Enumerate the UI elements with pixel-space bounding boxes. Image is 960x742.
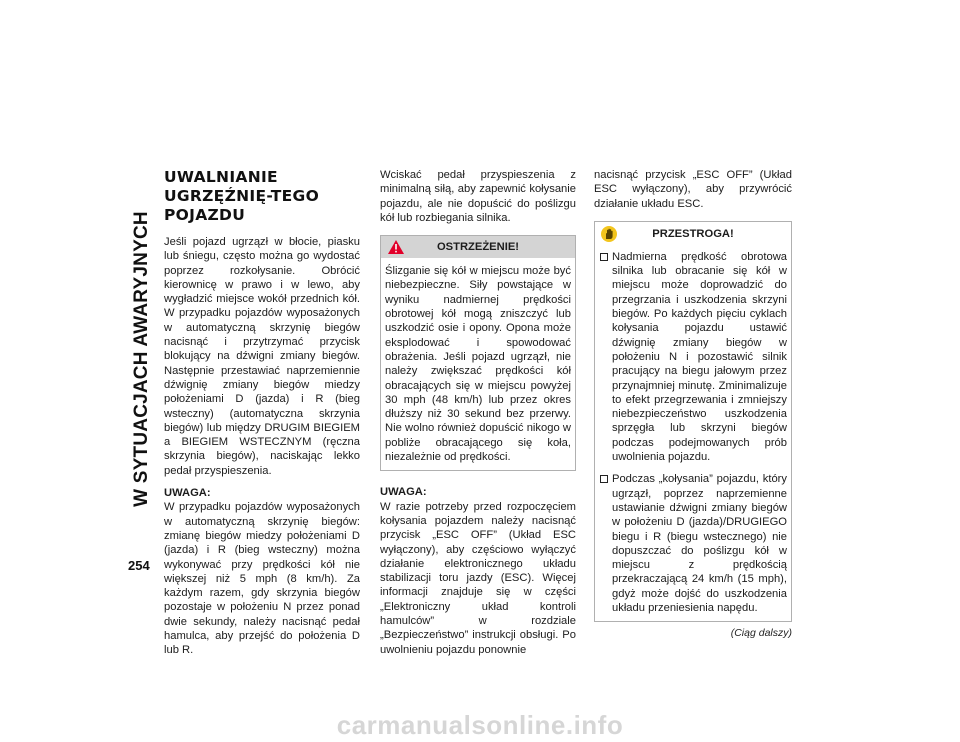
paragraph: W przypadku pojazdów wyposażonych w automatyczną skrzynię biegów: zmianę biegów miedzy położeniami D (jazda) i R (bieg wsteczny) można wykonywać przy prędkości kół nie większej niż 5 mph (8 km/h). Za każdym razem, gdy skrzynia biegów pozostaje w położeniu N przez ponad dwie sekundy, należy nacisnąć pedał hamulca, aby przejść do położenia D lub R. (164, 501, 360, 657)
column-3 (594, 168, 792, 641)
warning-header (381, 236, 575, 258)
note-label: UWAGA: (380, 486, 427, 499)
bullet-square-icon (600, 253, 608, 261)
warning-triangle-icon (387, 239, 405, 255)
section-heading: UWALNIANIE UGRZĘŹNIĘ-TEGO POJAZDU (164, 168, 320, 224)
caution-title: PRZESTROGA! (652, 227, 734, 240)
caution-hand-icon (601, 226, 617, 242)
bullet-square-icon (600, 475, 608, 483)
section-side-tab-label: W SYTUACJACH AWARYJNYCH (131, 211, 152, 507)
paragraph: W razie potrzeby przed rozpoczęciem kołysania pojazdem należy nacisnąć przycisk „ESC OFF” (Układ ESC wyłączony), aby częściowo wyłączyć działanie elektronicznego układu stabilizacji toru jazdy (ESC). Więcej informacji znajduje się w części „Elektroniczny układ kontroli hamulców” w rozdziale „Bezpieczeństwo” instrukcji obsługi. Po uwolnieniu pojazdu ponownie (380, 500, 576, 656)
note-label: UWAGA: (164, 487, 211, 500)
warning-title: OSTRZEŻENIE! (436, 241, 520, 254)
caution-header (595, 222, 791, 246)
caution-list (595, 250, 791, 615)
column-1 (164, 168, 360, 658)
paragraph: nacisnąć przycisk „ESC OFF” (Układ ESC wyłączony), aby przywrócić działanie układu ESC. (594, 169, 792, 210)
column-2 (380, 168, 576, 657)
list-item: Nadmierna prędkość obrotowa silnika lub obracanie się kół w miejscu może doprowadzić do przegrzania i uszkodzenia skrzyni biegów. Po każdych pięciu cyklach kołysania pojazdu ustawić dźwignię zmiany biegów w położeniu N i pozostawić silnik pracujący na biegu jałowym przez przynajmniej minutę. Zminimalizuje to efekt przegrzewania i zmniejszy niebezpieczeństwo uszkodzenia sprzęgła lub skrzyni biegów podczas podejmowanych prób uwolnienia pojazdu. (599, 250, 787, 464)
warning-box (380, 235, 576, 471)
continued-label: (Ciąg dalszy) (730, 627, 792, 640)
page-number: 254 (128, 558, 150, 573)
paragraph: Jeśli pojazd ugrzązł w błocie, piasku lub śniegu, często można go wydostać poprzez rozkołysanie. Obrócić kierownicę w prawo i w lewo, aby wygładzić miejsce wokół przednich kół. W przypadku pojazdów wyposażonych w automatyczną skrzynię biegów nacisnąć i przytrzymać przycisk blokujący na dźwigni zmiany biegów. Następnie przestawiać naprzemiennie dźwignię zmiany biegów miedzy położeniami D (jazda) i R (bieg wsteczny) (automatyczna skrzynia biegów) lub między DRUGIM BIEGIEM a BIEGIEM WSTECZNYM (ręczna skrzynia biegów), naciskając lekko pedał przyspieszenia. (164, 236, 360, 477)
warning-text: Ślizganie się kół w miejscu może być niebezpieczne. Siły powstające w wyniku nadmiernej prędkości obrotowej kół mogą zniszczyć lub uszkodzić osie i opony. Opona może eksplodować i spowodować obrażenia. Jeśli pojazd ugrzązł, nie należy zwiększać prędkości kół obracających się w miejscu powyżej 30 mph (48 km/h) lub przez okres dłuższy niż 30 sekund bez przerwy. Nie wolno również dopuścić nikogo w pobliże obracającego się koła, niezależnie od prędkości. (385, 265, 571, 464)
watermark: carmanualsonline.info (336, 710, 624, 740)
caution-box (594, 221, 792, 622)
list-item: Podczas „kołysania” pojazdu, który ugrzązł, poprzez naprzemienne ustawianie dźwigni zmiany biegów w położeniu D (jazda)/DRUGIEGO biegu i R (biegu wstecznego) nie dopuszczać do poślizgu kół w miejscu z prędkością przekraczającą 24 km/h (15 mph), gdyż może dojść do uszkodzenia układu przeniesienia napędu. (599, 472, 787, 615)
paragraph: Wciskać pedał przyspieszenia z minimalną siłą, aby zapewnić kołysanie pojazdu, ale nie dopuścić do poślizgu kół lub rozbiegania silnika. (380, 169, 576, 224)
